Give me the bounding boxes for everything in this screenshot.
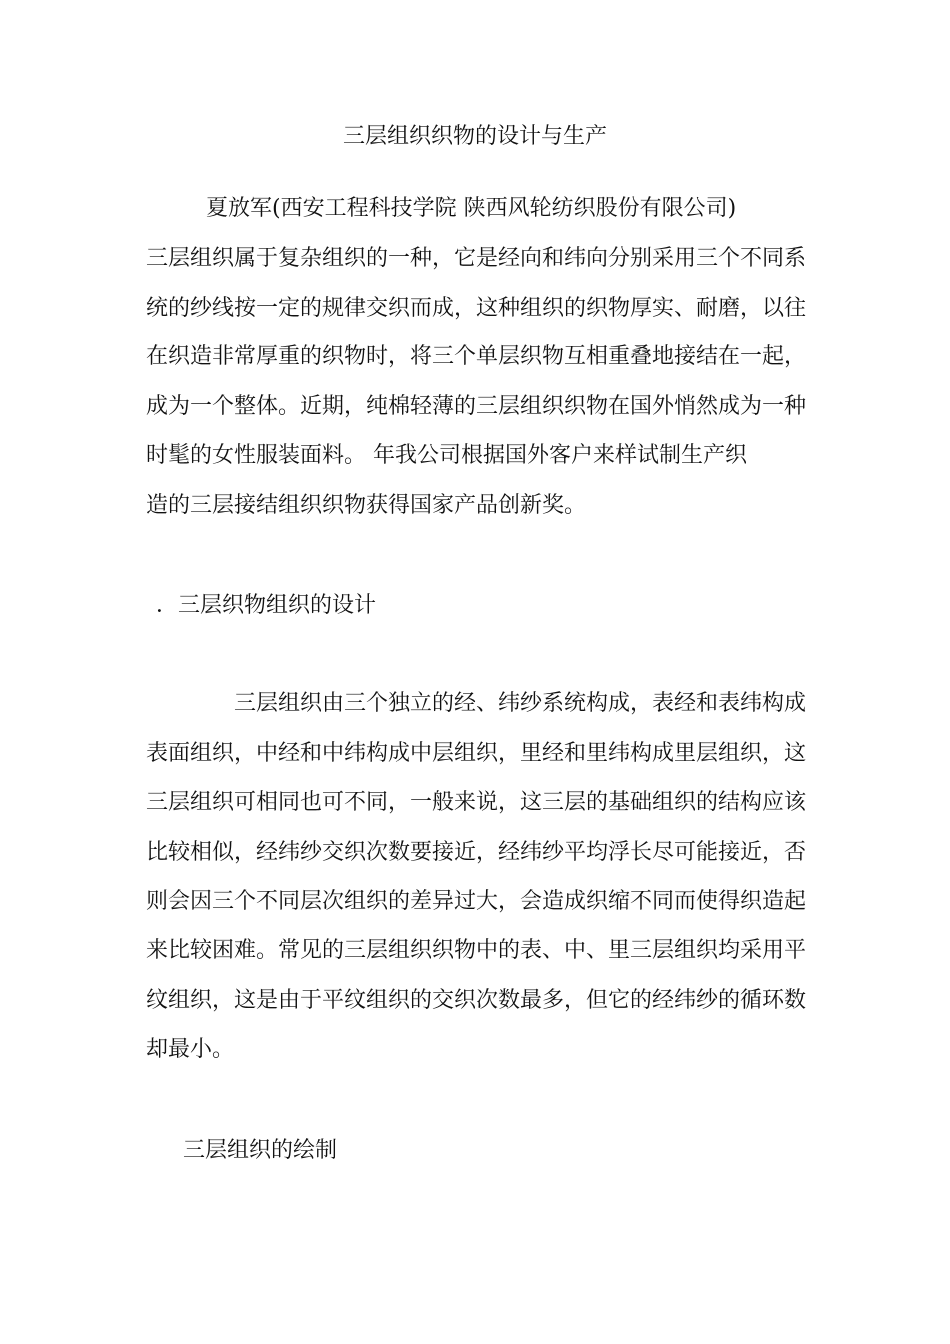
section-heading-design: ．三层织物组织的设计 [156, 593, 377, 618]
body-line: 纹组织，这是由于平纹组织的交织次数最多，但它的经纬纱的循环数 [146, 988, 807, 1013]
body-line: 来比较困难。常见的三层组织织物中的表、中、里三层组织均采用平 [146, 938, 807, 963]
body-line: 则会因三个不同层次组织的差异过大，会造成织缩不同而使得织造起 [146, 889, 807, 914]
section-heading-drawing: 三层组织的绘制 [183, 1138, 338, 1163]
intro-line: 成为一个整体。近期，纯棉轻薄的三层组织织物在国外悄然成为一种 [146, 394, 807, 419]
intro-line: 造的三层接结组织织物获得国家产品创新奖。 [146, 493, 587, 518]
intro-line: 在织造非常厚重的织物时，将三个单层织物互相重叠地接结在一起， [146, 344, 807, 369]
body-line: 却最小。 [146, 1037, 235, 1062]
body-line: 三层组织可相同也可不同，一般来说，这三层的基础组织的结构应该 [146, 790, 807, 815]
intro-line: 三层组织属于复杂组织的一种，它是经向和纬向分别采用三个不同系 [146, 246, 807, 271]
intro-line: 时髦的女性服装面料。 年我公司根据国外客户来样试制生产织 [146, 443, 747, 468]
body-line: 三层组织由三个独立的经、纬纱系统构成，表经和表纬构成 [234, 691, 807, 716]
body-line: 比较相似，经纬纱交织次数要接近，经纬纱平均浮长尽可能接近，否 [146, 840, 807, 865]
document-title: 三层组织织物的设计与生产 [342, 124, 607, 149]
body-line: 表面组织，中经和中纬构成中层组织，里经和里纬构成里层组织，这 [146, 741, 807, 766]
intro-line: 统的纱线按一定的规律交织而成，这种组织的织物厚实、耐磨，以往 [146, 296, 807, 321]
author-line: 夏放军(西安工程科技学院 陕西风轮纺织股份有限公司) [206, 196, 737, 221]
